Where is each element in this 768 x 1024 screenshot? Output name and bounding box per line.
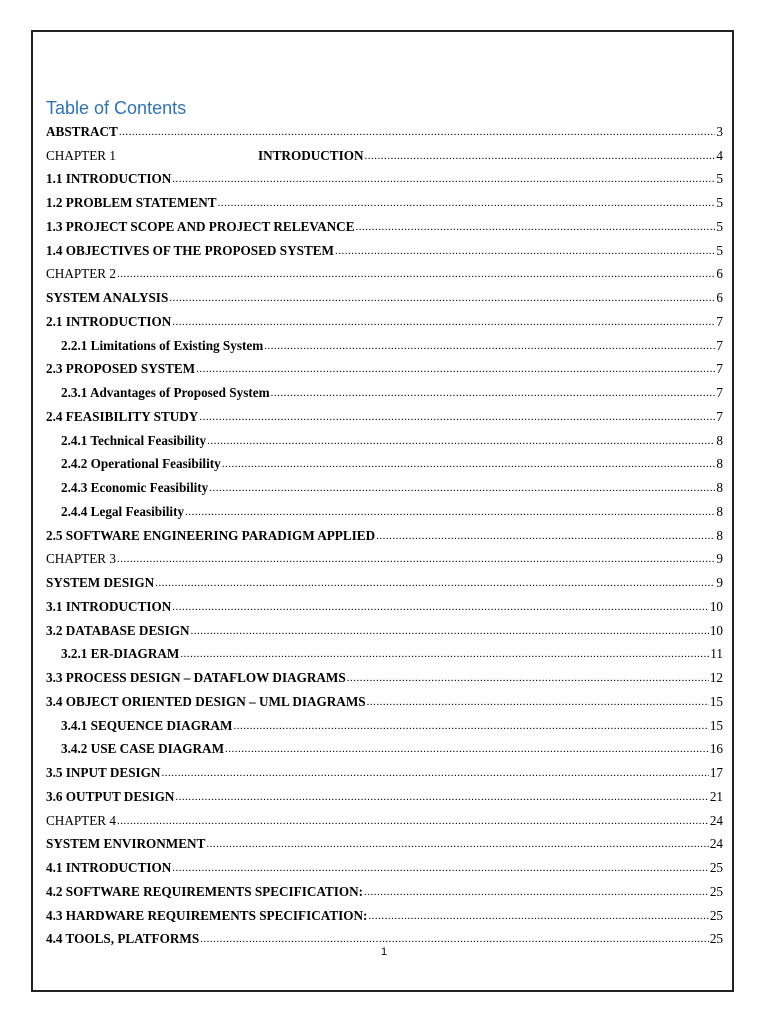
- dot-leader: [169, 292, 715, 304]
- toc-entry-page: 9: [716, 575, 723, 591]
- toc-entry-label: 2.1 INTRODUCTION: [46, 313, 172, 329]
- toc-entry-label: 3.2 DATABASE DESIGN: [46, 622, 190, 638]
- toc-entry[interactable]: [46, 761, 723, 785]
- toc-entry-page: 11: [710, 646, 723, 662]
- dot-leader: [161, 767, 708, 779]
- toc-entry[interactable]: [46, 381, 723, 405]
- dot-leader: [207, 435, 715, 447]
- dot-leader: [191, 625, 709, 637]
- toc-entry-page: 6: [716, 290, 723, 306]
- toc-entry[interactable]: [46, 643, 723, 667]
- toc-entry[interactable]: [46, 714, 723, 738]
- dot-leader: [117, 815, 709, 827]
- toc-entry[interactable]: [46, 880, 723, 904]
- toc-entry-label: 1.4 OBJECTIVES OF THE PROPOSED SYSTEM: [46, 242, 334, 258]
- toc-entry-label: SYSTEM ANALYSIS: [46, 290, 169, 306]
- toc-entry[interactable]: [46, 191, 723, 215]
- toc-entry-page: 8: [716, 456, 723, 472]
- dot-leader: [155, 577, 715, 589]
- toc-entry-label: 3.3 PROCESS DESIGN – DATAFLOW DIAGRAMS: [46, 670, 346, 686]
- toc-entry[interactable]: [46, 833, 723, 857]
- toc-entry-page: 3: [716, 123, 723, 139]
- toc-entry[interactable]: [46, 358, 723, 382]
- toc-entry[interactable]: [46, 904, 723, 928]
- dot-leader: [225, 743, 709, 755]
- toc-entry[interactable]: [46, 571, 723, 595]
- toc-entry-label: 2.4 FEASIBILITY STUDY: [46, 408, 199, 424]
- toc-entry[interactable]: [46, 215, 723, 239]
- toc-entry-label: 4.3 HARDWARE REQUIREMENTS SPECIFICATION:: [46, 907, 368, 923]
- toc-entry-label: SYSTEM ENVIRONMENT: [46, 836, 206, 852]
- toc-list: [46, 120, 723, 951]
- toc-entry-page: 7: [716, 385, 723, 401]
- toc-entry-label: 4.1 INTRODUCTION: [46, 860, 172, 876]
- toc-entry-label: 2.3.1 Advantages of Proposed System: [61, 385, 270, 401]
- toc-entry[interactable]: [46, 310, 723, 334]
- dot-leader: [209, 482, 715, 494]
- toc-entry[interactable]: [46, 120, 723, 144]
- dot-leader: [172, 173, 715, 185]
- toc-entry-label: 2.3 PROPOSED SYSTEM: [46, 361, 196, 377]
- toc-entry-label: 3.4.2 USE CASE DIAGRAM: [61, 741, 225, 757]
- toc-entry[interactable]: [46, 738, 723, 762]
- toc-entry[interactable]: [46, 856, 723, 880]
- toc-entry-page: 10: [709, 622, 723, 638]
- toc-entry-page: 17: [709, 765, 723, 781]
- toc-entry[interactable]: [46, 809, 723, 833]
- toc-entry-label: CHAPTER 2: [46, 266, 116, 282]
- toc-entry-page: 7: [716, 361, 723, 377]
- toc-entry-label: 3.2.1 ER-DIAGRAM: [61, 646, 180, 662]
- dot-leader: [185, 506, 715, 518]
- toc-entry-page: 7: [716, 313, 723, 329]
- toc-entry-page: 8: [716, 503, 723, 519]
- dot-leader: [196, 363, 715, 375]
- toc-entry-label: 2.4.2 Operational Feasibility: [61, 456, 221, 472]
- toc-entry[interactable]: [46, 239, 723, 263]
- dot-leader: [367, 696, 709, 708]
- toc-entry-page: 10: [709, 598, 723, 614]
- dot-leader: [119, 126, 715, 138]
- toc-title: Table of Contents: [46, 98, 187, 118]
- toc-entry-page: 4: [716, 147, 723, 163]
- page-number: 1: [380, 946, 388, 958]
- toc-entry-label: SYSTEM DESIGN: [46, 575, 155, 591]
- toc-entry-page: 8: [716, 480, 723, 496]
- toc-entry-label: CHAPTER 4: [46, 812, 116, 828]
- toc-entry-page: 8: [716, 432, 723, 448]
- toc-entry-page: 15: [709, 717, 723, 733]
- toc-entry[interactable]: [46, 144, 723, 168]
- toc-entry-page: 5: [716, 171, 723, 187]
- toc-entry-label: 2.4.1 Technical Feasibility: [61, 432, 207, 448]
- dot-leader: [376, 530, 715, 542]
- toc-entry-page: 24: [709, 836, 723, 852]
- toc-entry[interactable]: [46, 429, 723, 453]
- dot-leader: [264, 340, 715, 352]
- toc-entry[interactable]: [46, 595, 723, 619]
- toc-entry-label: 3.4 OBJECT ORIENTED DESIGN – UML DIAGRAMS: [46, 693, 366, 709]
- dot-leader: [117, 268, 715, 280]
- dot-leader: [271, 387, 715, 399]
- toc-entry-label: 3.5 INPUT DESIGN: [46, 765, 161, 781]
- dot-leader: [335, 245, 715, 257]
- toc-entry-page: 7: [716, 408, 723, 424]
- toc-entry-page: 12: [709, 670, 723, 686]
- toc-entry[interactable]: [46, 405, 723, 429]
- toc-entry-label: 2.4.3 Economic Feasibility: [61, 480, 209, 496]
- toc-entry-label: 2.5 SOFTWARE ENGINEERING PARADIGM APPLIED: [46, 527, 376, 543]
- dot-leader: [365, 150, 716, 162]
- toc-entry[interactable]: [46, 476, 723, 500]
- toc-entry-label: 2.2.1 Limitations of Existing System: [61, 337, 264, 353]
- dot-leader: [172, 862, 709, 874]
- toc-entry-page: 25: [709, 860, 723, 876]
- toc-entry[interactable]: [46, 690, 723, 714]
- dot-leader: [200, 933, 709, 945]
- dot-leader: [347, 672, 709, 684]
- toc-entry-page: 15: [709, 693, 723, 709]
- toc-entry-page: 21: [709, 788, 723, 804]
- toc-entry[interactable]: [46, 548, 723, 572]
- toc-entry[interactable]: [46, 785, 723, 809]
- dot-leader: [364, 886, 709, 898]
- toc-entry[interactable]: [46, 168, 723, 192]
- toc-entry-label: CHAPTER 1: [46, 147, 116, 163]
- toc-entry[interactable]: [46, 286, 723, 310]
- toc-entry-page: 25: [709, 931, 723, 947]
- dot-leader: [356, 221, 716, 233]
- toc-entry-label: 1.2 PROBLEM STATEMENT: [46, 195, 217, 211]
- toc-entry-page: 25: [709, 907, 723, 923]
- toc-entry[interactable]: [46, 334, 723, 358]
- toc-entry-page: 25: [709, 883, 723, 899]
- dot-leader: [368, 910, 708, 922]
- toc-entry[interactable]: [46, 666, 723, 690]
- dot-leader: [172, 601, 709, 613]
- toc-entry[interactable]: [46, 453, 723, 477]
- toc-entry-chapter-title: INTRODUCTION: [257, 147, 364, 163]
- toc-entry-label: 4.2 SOFTWARE REQUIREMENTS SPECIFICATION:: [46, 883, 364, 899]
- toc-entry[interactable]: [46, 619, 723, 643]
- dot-leader: [175, 791, 708, 803]
- toc-entry-label: CHAPTER 3: [46, 551, 116, 567]
- toc-entry-page: 8: [716, 527, 723, 543]
- toc-entry[interactable]: [46, 500, 723, 524]
- dot-leader: [117, 553, 715, 565]
- dot-leader: [206, 838, 708, 850]
- toc-entry-label: 3.4.1 SEQUENCE DIAGRAM: [61, 717, 233, 733]
- toc-entry-label: 1.1 INTRODUCTION: [46, 171, 172, 187]
- dot-leader: [172, 316, 715, 328]
- toc-entry-page: 6: [716, 266, 723, 282]
- toc-entry-label: 2.4.4 Legal Feasibility: [61, 503, 185, 519]
- toc-entry-page: 24: [709, 812, 723, 828]
- toc-entry-label: 3.6 OUTPUT DESIGN: [46, 788, 175, 804]
- toc-entry[interactable]: [46, 263, 723, 287]
- dot-leader: [180, 648, 709, 660]
- toc-entry-label: 3.1 INTRODUCTION: [46, 598, 172, 614]
- toc-entry-label: 1.3 PROJECT SCOPE AND PROJECT RELEVANCE: [46, 218, 355, 234]
- toc-entry-page: 5: [716, 242, 723, 258]
- toc-entry-label: ABSTRACT: [46, 123, 118, 139]
- toc-entry-page: 9: [716, 551, 723, 567]
- toc-entry-page: 16: [709, 741, 723, 757]
- toc-entry-label: 4.4 TOOLS, PLATFORMS: [46, 931, 200, 947]
- dot-leader: [222, 458, 715, 470]
- toc-entry-page: 7: [716, 337, 723, 353]
- dot-leader: [233, 720, 708, 732]
- toc-entry-page: 5: [716, 195, 723, 211]
- toc-entry-page: 5: [716, 218, 723, 234]
- dot-leader: [199, 411, 715, 423]
- toc-entry[interactable]: [46, 524, 723, 548]
- dot-leader: [218, 197, 715, 209]
